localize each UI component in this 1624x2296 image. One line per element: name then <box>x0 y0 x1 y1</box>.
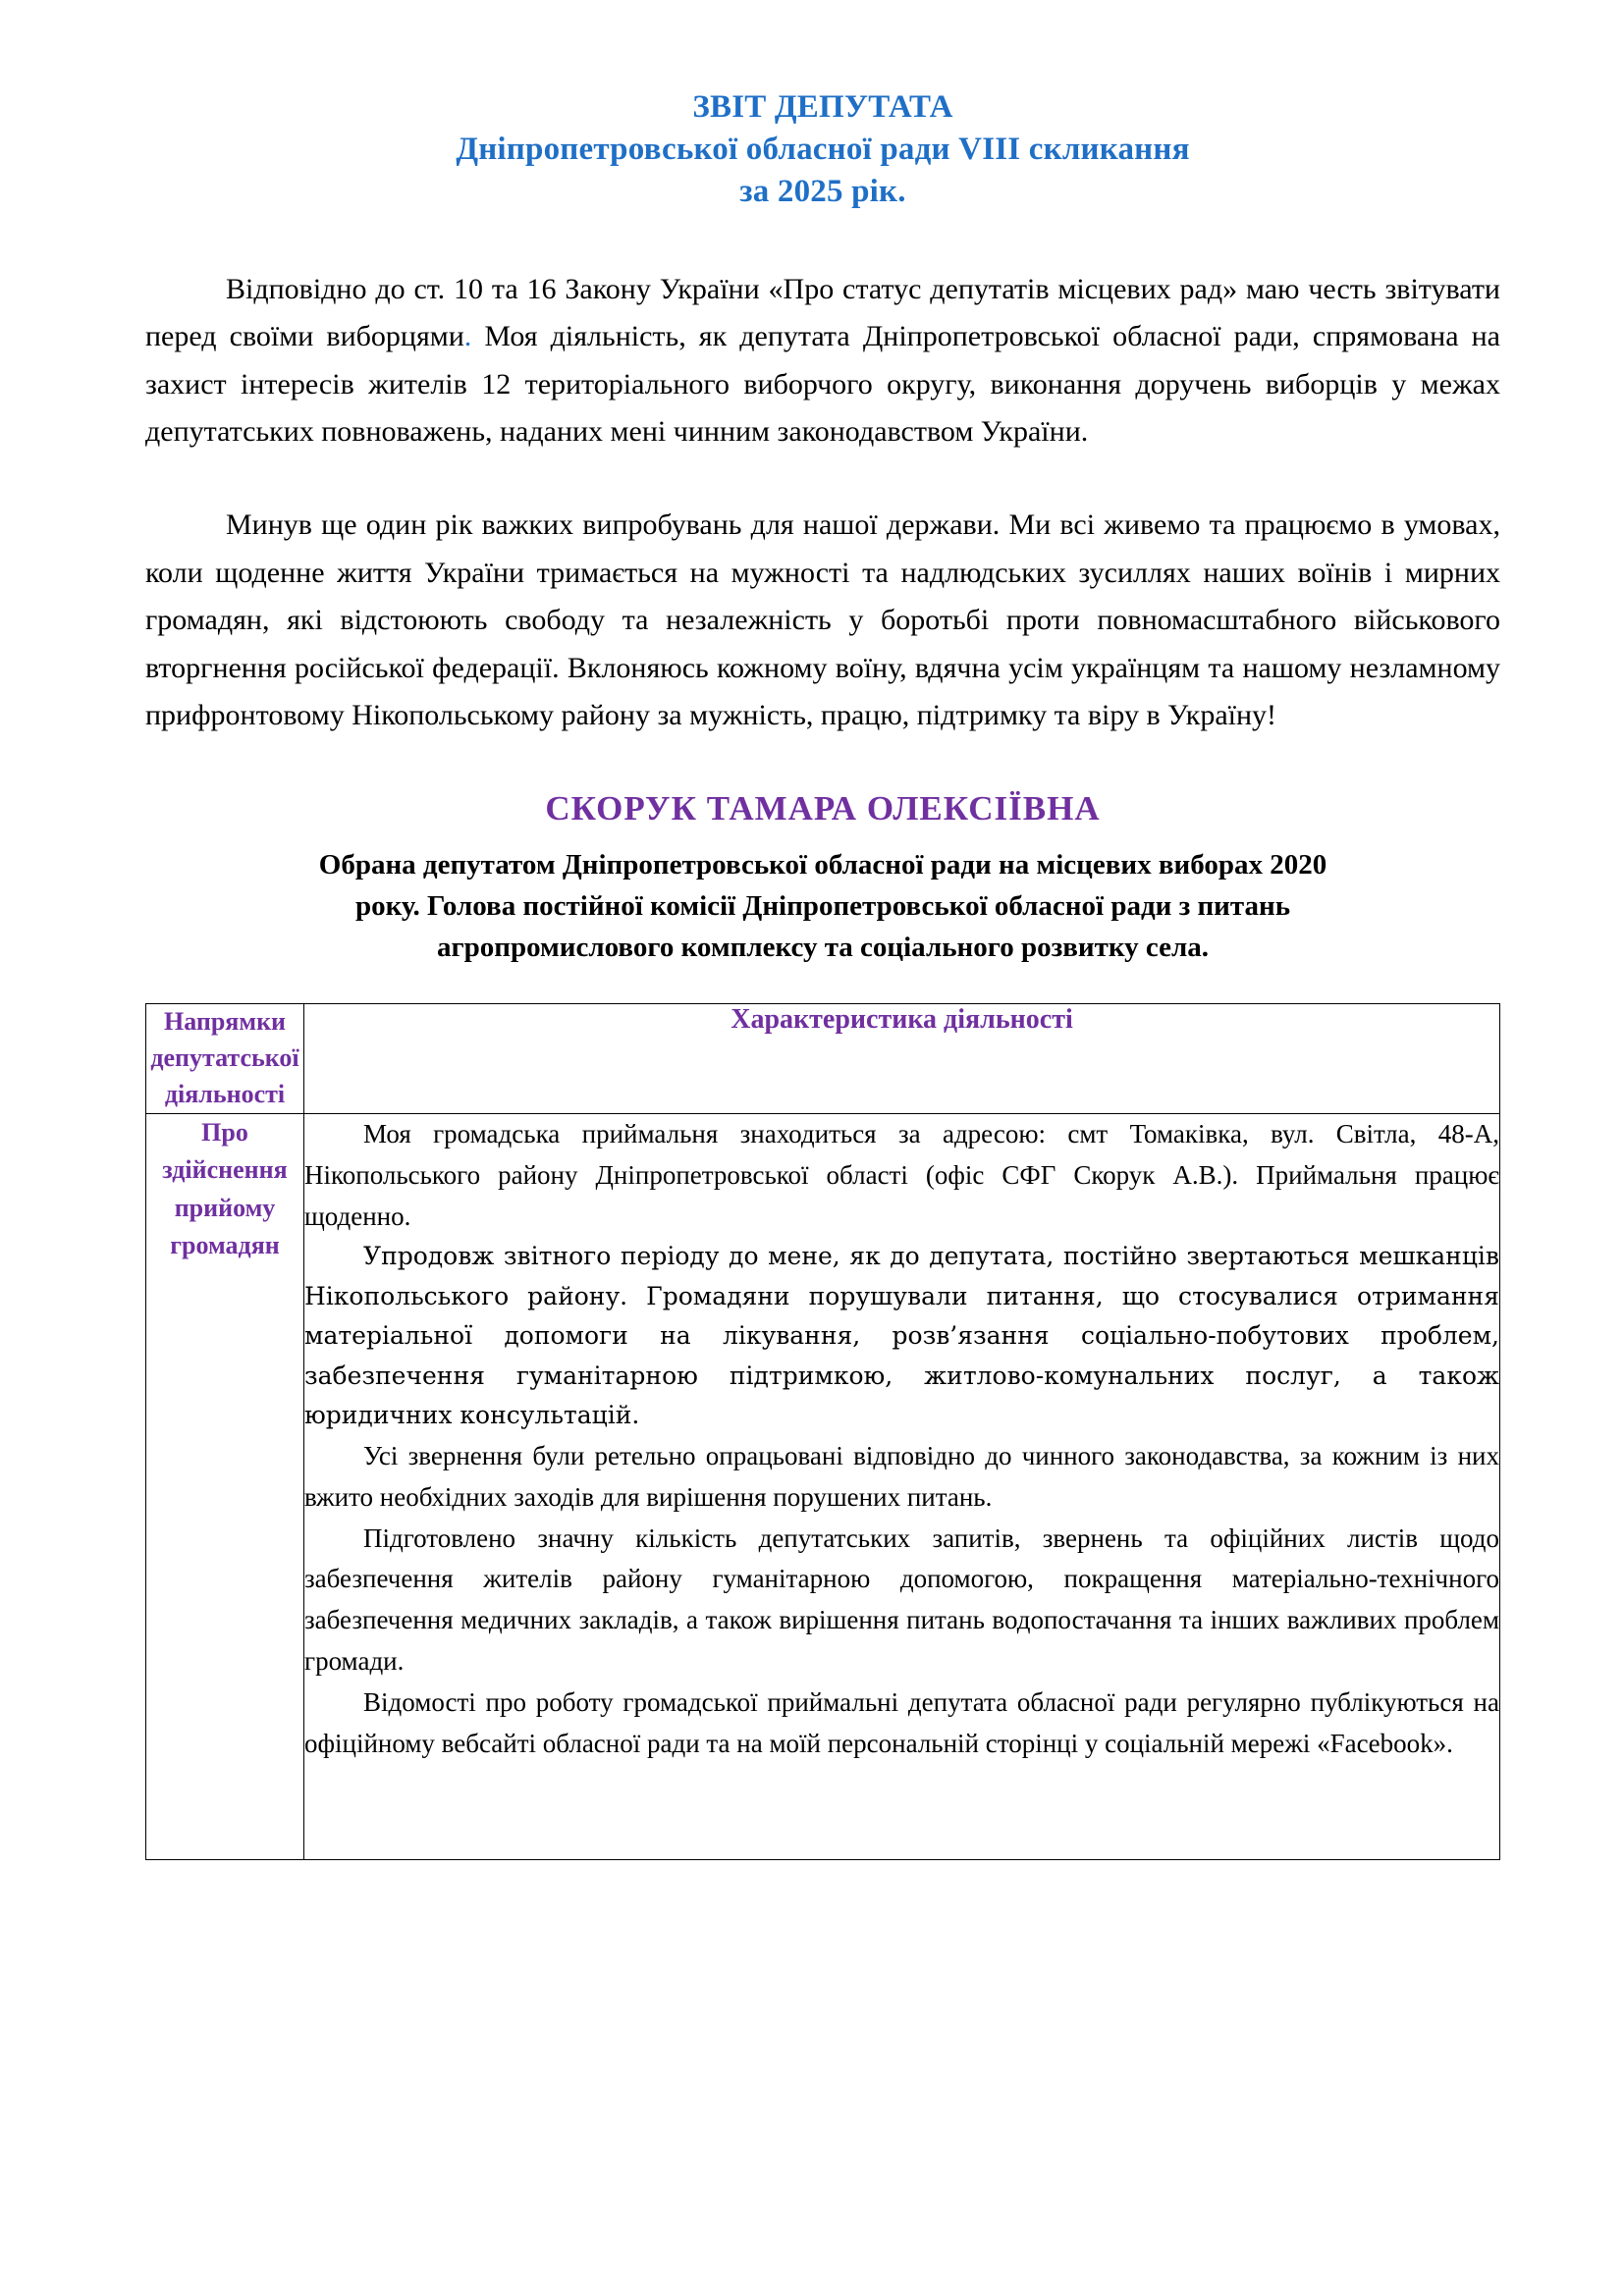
paragraph-intro <box>145 266 1500 456</box>
table-cell-direction: Про здійснення прийому громадян <box>146 1113 304 1859</box>
table-header-characteristics: Характеристика діяльності <box>304 1004 1500 1114</box>
document-title-block <box>145 0 1500 213</box>
title-line-3: за 2025 рік. <box>739 173 906 209</box>
activity-report-table <box>145 1003 1500 1860</box>
paragraph-intro-text-before: Відповідно до ст. 10 та 16 Закону України «Про статус депутатів місцевих рад» маю честь звітувати перед своїми виборцями <box>145 272 1500 353</box>
cell-paragraph-appeals-processed: Усі звернення були ретельно опрацьовані відповідно до чинного законодавства, за кожним із них вжито необхідних заходів для вирішення порушених питань. <box>304 1440 1499 1512</box>
deputy-name-heading: СКОРУК ТАМАРА ОЛЕКСІЇВНА <box>545 789 1101 828</box>
cell-bottom-spacer <box>304 1765 1499 1859</box>
title-line-2: Дніпропетровської обласної ради VIII скликання <box>456 131 1190 167</box>
deputy-role-description <box>145 844 1500 968</box>
title-line-1: ЗВІТ ДЕПУТАТА <box>692 89 953 125</box>
table-header-row <box>146 1004 1500 1114</box>
cell-paragraph-citizen-appeals: Упродовж звітного періоду до мене, як до депутата, постійно звертаються мешканців Нікопольського району. Громадяни порушували питання, що стосувалися отримання матеріальної допомоги на лікування, розв’язання соціально-побутових проблем, забезпечення гуманітарною підтримкою, житлово-комунальних послуг, а також юридичних консультацій. <box>304 1242 1499 1430</box>
cell-paragraph-deputy-requests: Підготовлено значну кількість депутатських запитів, звернень та офіційних листів щодо забезпечення жителів району гуманітарною допомогою, покращення матеріально-технічного забезпечення медичних закладів, а також вирішення питань водопостачання та інших важливих проблем громади. <box>304 1522 1499 1677</box>
table-cell-characteristics <box>304 1113 1500 1859</box>
paragraph-intro-text-after: Моя діяльність, як депутата Дніпропетровської обласної ради, спрямована на захист інтересів жителів 12 територіального виборчого округу, виконання доручень виборців у межах депутатських повноважень, наданих мені чинним законодавством України. <box>145 320 1500 449</box>
table-header <box>146 1004 1500 1114</box>
table-row <box>146 1113 1500 1859</box>
cell-paragraph-reception-address: Моя громадська приймальня знаходиться за адресою: смт Томаківка, вул. Світла, 48-А, Нікопольського району Дніпропетровської області (офіс СФГ Скорук А.В.). Приймальня працює щоденно. <box>304 1118 1499 1231</box>
deputy-role-line-2: року. Голова постійної комісії Дніпропетровської обласної ради з питань <box>354 890 1291 923</box>
paragraph-wartime: Минув ще один рік важких випробувань для нашої держави. Ми всі живемо та працюємо в умовах, коли щоденне життя України тримається на мужності та надлюдських зусиллях наших воїнів і мирних громадян, які відстоюють свободу та незалежність у боротьбі проти повномасштабного військового вторгнення російської федерації. Вклоняюсь кожному воїну, вдячна усім українцям та нашому незламному прифронтовому Нікопольському району за мужність, працю, підтримку та віру в Україну! <box>145 508 1500 732</box>
paragraph-intro-blue-period: . <box>463 320 472 353</box>
table-header-directions: Напрямки депутатської діяльності <box>146 1004 304 1114</box>
document-content <box>145 0 1500 1860</box>
deputy-role-line-3: агропромислового комплексу та соціального розвитку села. <box>436 932 1210 964</box>
deputy-role-line-1: Обрана депутатом Дніпропетровської обласної ради на місцевих виборах 2020 <box>318 849 1327 881</box>
cell-paragraph-publication: Відомості про роботу громадської приймальні депутата обласної ради регулярно публікуються на офіційному вебсайті обласної ради та на моїй персональній сторінці у соціальній мережі «Facebook». <box>304 1686 1499 1758</box>
table-body <box>146 1113 1500 1859</box>
